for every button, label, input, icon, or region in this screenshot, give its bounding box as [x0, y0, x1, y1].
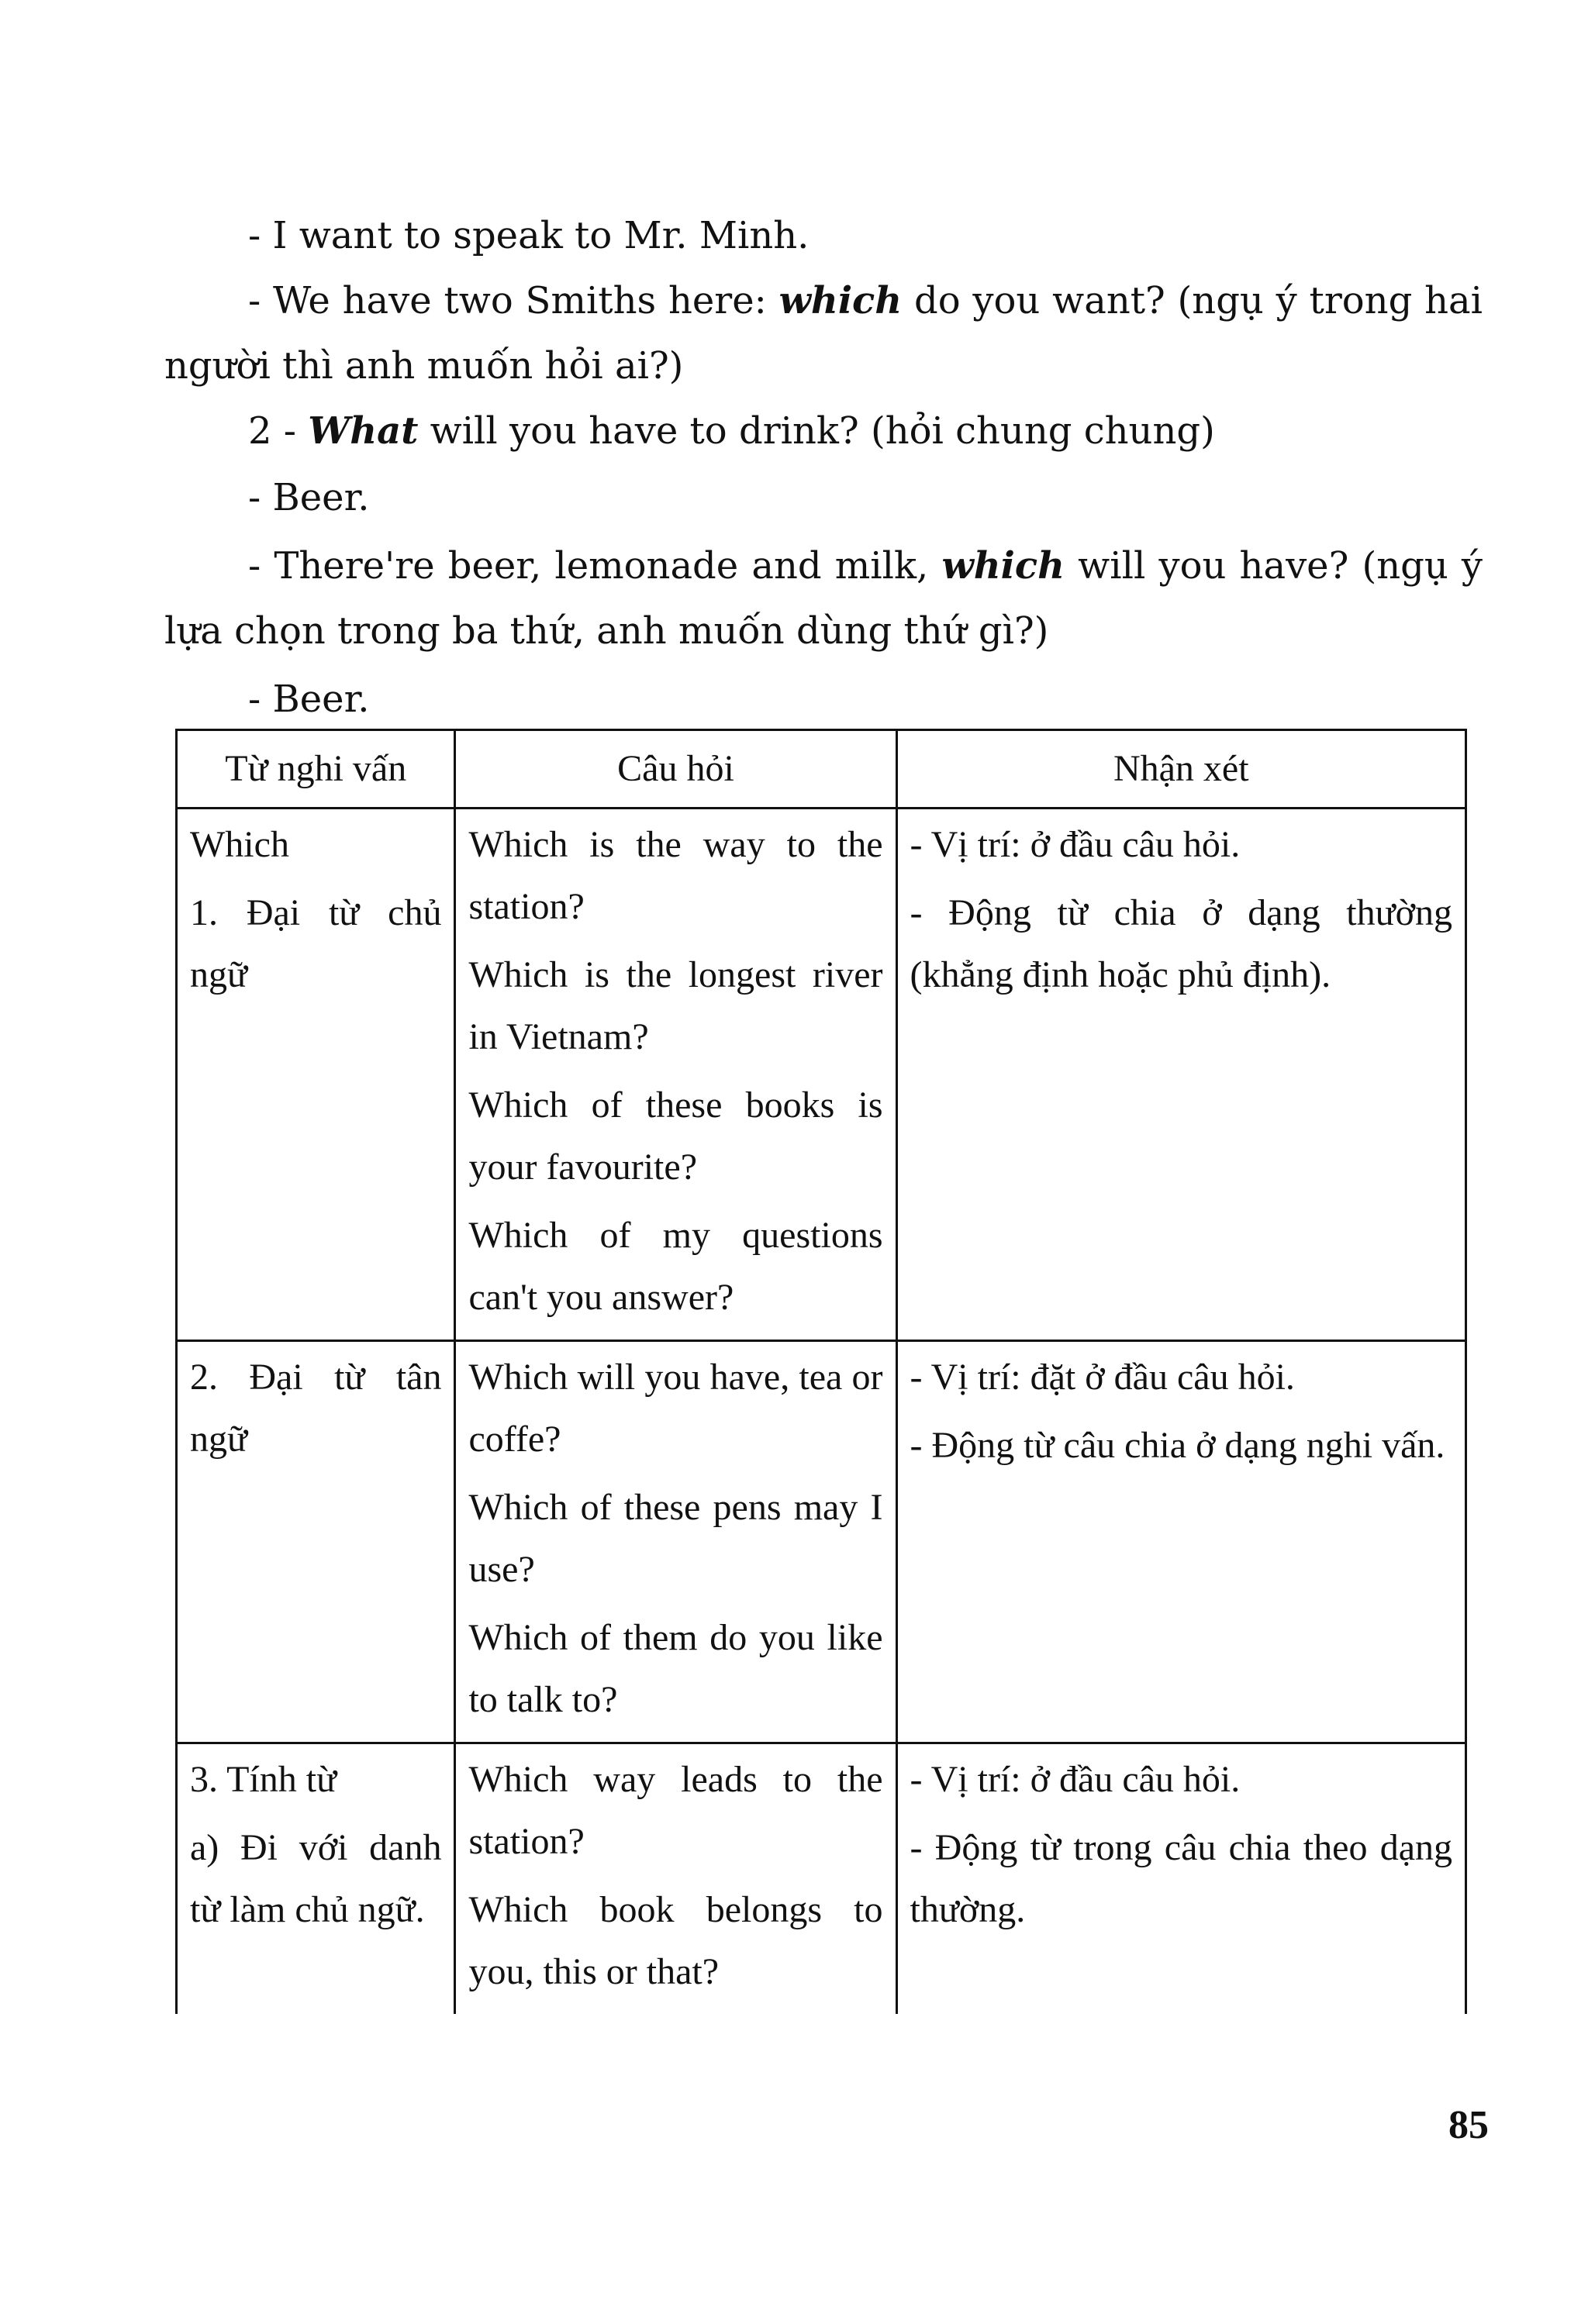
table-row: [177, 809, 1466, 1341]
question-cell: Which will you have, tea or coffe? Which of these pens may I use? Which of them do you like to talk to?: [455, 1341, 896, 1743]
word-cell: 2. Đại từ tân ngữ: [177, 1341, 455, 1743]
header-remark: Nhận xét: [896, 730, 1465, 809]
dialogue-line: - There're beer, lemonade and milk, which will you have? (ngụ ý lựa chọn trong ba thứ, anh muốn dùng thứ gì?): [164, 544, 1483, 653]
remark-cell: - Vị trí: đặt ở đầu câu hỏi. - Động từ câu chia ở dạng nghi vấn.: [896, 1341, 1465, 1743]
keyword-which: which: [941, 544, 1065, 588]
keyword-which: which: [778, 279, 903, 322]
dialogue-line: - We have two Smiths here: which do you want? (ngụ ý trong hai người thì anh muốn hỏi ai?): [164, 279, 1483, 388]
table-row: [177, 1341, 1466, 1743]
text-line: - I want to speak to Mr. Minh.: [248, 214, 810, 257]
question-word-table: [175, 729, 1467, 2014]
header-question-word: Từ nghi vấn: [177, 730, 455, 809]
word-cell: Which 1. Đại từ chủ ngữ: [177, 809, 455, 1341]
header-question: Câu hỏi: [455, 730, 896, 809]
remark-cell: - Vị trí: ở đầu câu hỏi. - Động từ chia ở dạng thường (khẳng định hoặc phủ định).: [896, 809, 1465, 1341]
table-header-row: [177, 730, 1466, 809]
table-row: [177, 1743, 1466, 2015]
question-cell: Which is the way to the station? Which is the longest river in Vietnam? Which of these books is your favourite? Which of my questions can't you answer?: [455, 809, 896, 1341]
dialogue-line: - Beer.: [248, 476, 370, 519]
dialogue-line: 2 - What will you have to drink? (hỏi chung chung): [248, 409, 1215, 453]
question-cell: Which way leads to the station? Which book belongs to you, this or that?: [455, 1743, 896, 2015]
remark-cell: - Vị trí: ở đầu câu hỏi. - Động từ trong câu chia theo dạng thường.: [896, 1743, 1465, 2015]
dialogue-line: - Beer.: [248, 678, 370, 721]
keyword-what: What: [308, 409, 419, 453]
page-number: 85: [1448, 2103, 1489, 2147]
dialogue-line: [164, 203, 1483, 268]
word-cell: 3. Tính từ a) Đi với danh từ làm chủ ngữ.: [177, 1743, 455, 2015]
